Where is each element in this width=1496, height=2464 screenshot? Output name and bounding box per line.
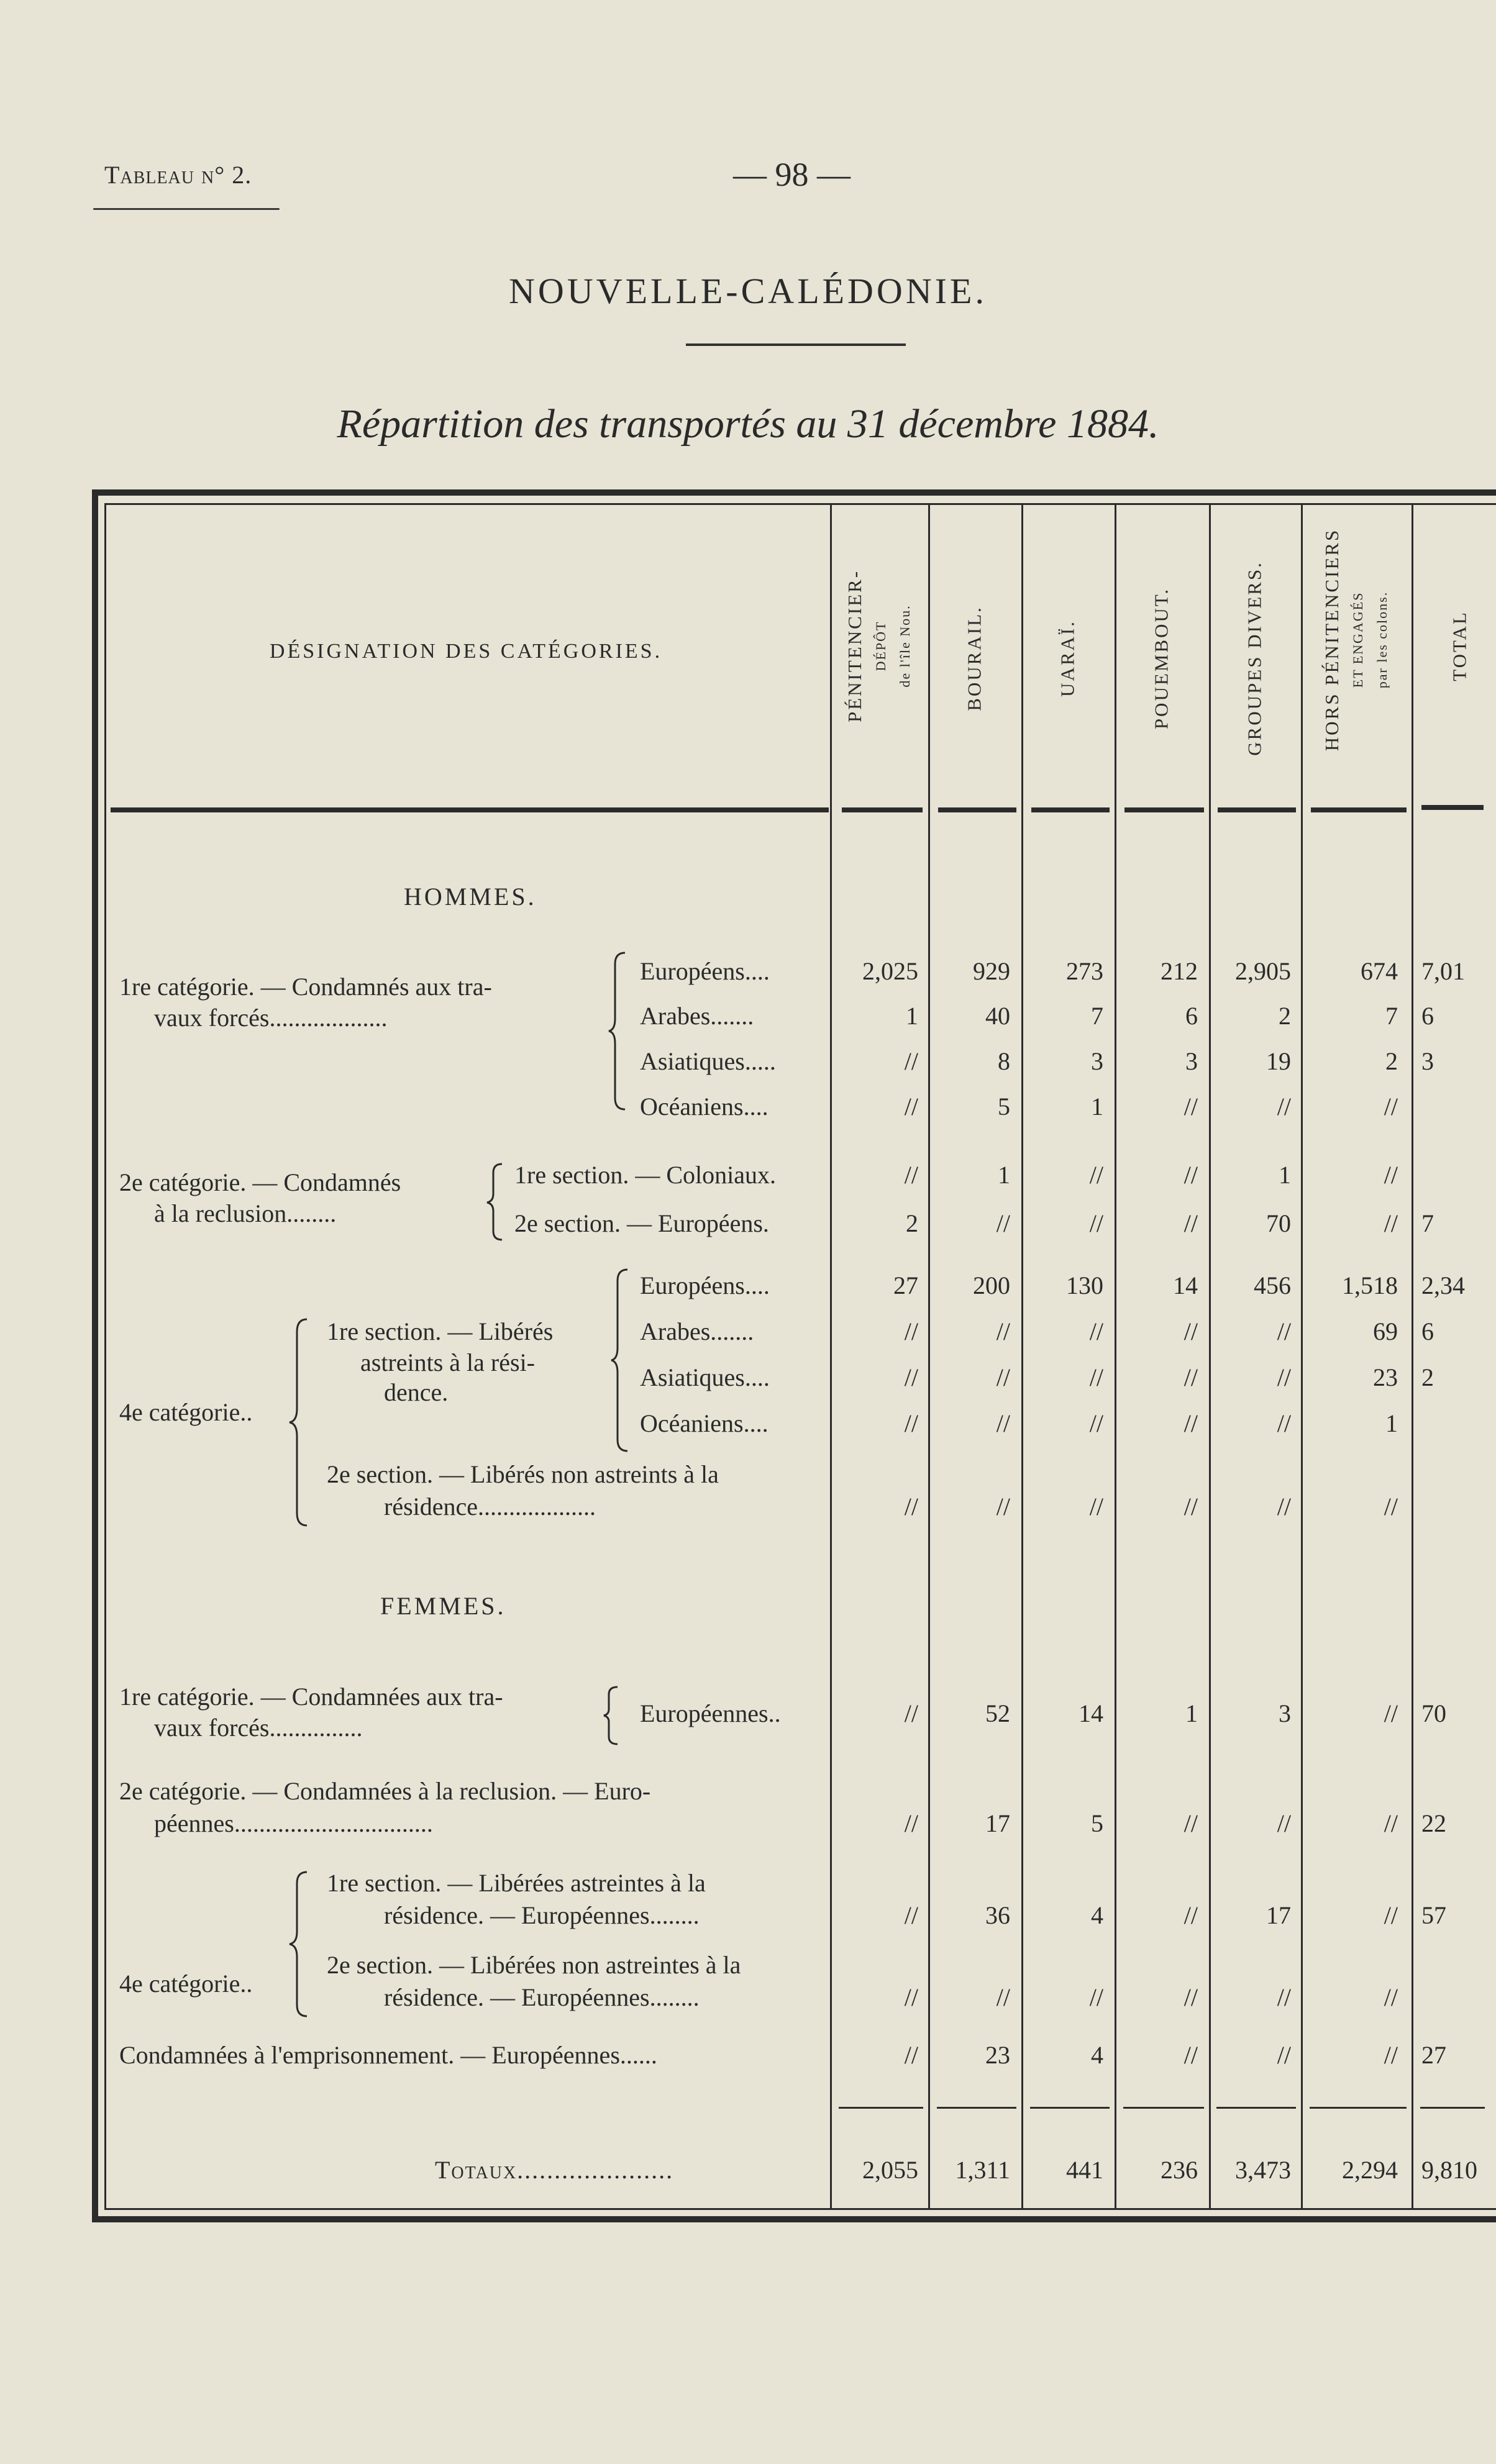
value-cell: 236 [1161,2156,1198,2184]
brace-icon [287,1317,312,1528]
value-cell: 2,294 [1342,2156,1398,2184]
header-hors-line1: HORS PÉNITENCIERS [1320,528,1343,752]
hommes-cat4-sec2-line1: 2e section. — Libérés non astreints à la [327,1460,719,1488]
header-rule [1218,807,1296,812]
value-cell: // [1277,1983,1291,2011]
femmes-cat4-sec1-line2: résidence. — Européennes........ [384,1901,700,1929]
header-rule [1311,807,1407,812]
femmes-cat4-sec2-line1: 2e section. — Libérées non astreintes à la [327,1951,741,1979]
value-cell: 5 [1091,1809,1103,1837]
total-cell: 70 [1421,1699,1446,1727]
value-cell: // [1089,1493,1103,1521]
value-cell: // [996,1317,1010,1345]
total-cell: 22 [1421,1809,1446,1837]
brace-icon [609,1267,634,1453]
value-cell: 456 [1254,1271,1291,1299]
hommes-cat2-label-line1: 2e catégorie. — Condamnés [119,1168,401,1196]
row-label-europeens-reclusion: 2e section. — Européens. [514,1209,769,1237]
value-cell: // [904,1317,918,1345]
value-cell: 40 [985,1002,1010,1030]
value-cell: // [1184,2041,1198,2069]
hommes-cat4-sec1-line3: dence. [384,1378,449,1406]
value-cell: 23 [1373,1363,1398,1391]
value-cell: // [1089,1363,1103,1391]
total-cell: 3 [1421,1047,1434,1075]
femmes-cat4-label: 4e catégorie.. [119,1970,253,1998]
value-cell: 1 [1185,1699,1198,1727]
header-penitencier-line3: de l'île Nou. [896,604,913,688]
totals-rule [839,2107,923,2109]
title-divider [686,343,906,346]
header-hors-line2: ET ENGAGÉS [1349,591,1366,688]
total-cell: 7,01 [1421,957,1465,985]
column-divider [928,503,930,2210]
femmes-cat2-label-line1: 2e catégorie. — Condamnées à la reclusion. — Euro- [119,1777,651,1805]
value-cell: 6 [1185,1002,1198,1030]
page-title: NOUVELLE-CALÉDONIE. [509,271,987,311]
table-frame-inner [104,503,1496,2210]
femmes-cat2-label-line2: péennes................................ [154,1809,433,1837]
total-cell: 2 [1421,1363,1434,1391]
value-cell: // [1277,1493,1291,1521]
value-cell: 2 [906,1209,918,1237]
value-cell: 52 [985,1699,1010,1727]
value-cell: 27 [893,1271,918,1299]
value-cell: // [1089,1317,1103,1345]
header-penitencier-line1: PÉNITENCIER- [843,569,865,723]
row-label-europeens: Européens.... [640,1271,770,1299]
value-cell: 1 [998,1161,1010,1189]
value-cell: 674 [1361,957,1398,985]
totaux-label: Totaux..................... [435,2156,674,2184]
header-penitencier-line2: DÉPÔT [872,621,888,671]
value-cell: // [1277,2041,1291,2069]
value-cell: // [1384,1209,1398,1237]
value-cell: // [904,1161,918,1189]
value-cell: // [996,1409,1010,1437]
value-cell: 2,905 [1235,957,1291,985]
femmes-cat4-sec1-line1: 1re section. — Libérées astreintes à la [327,1869,706,1897]
page-number: — 98 — [733,156,851,193]
value-cell: // [1184,1901,1198,1929]
brace-icon [606,950,631,1112]
header-pouembout-text: POUEMBOUT. [1150,587,1172,730]
value-cell: 69 [1373,1317,1398,1345]
value-cell: 2,025 [862,957,918,985]
section-hommes: HOMMES. [404,883,537,911]
column-divider [1115,503,1116,2210]
femmes-cat4-sec2-line2: résidence. — Européennes........ [384,1983,700,2011]
brace-icon [601,1684,623,1747]
column-divider [830,503,832,2210]
row-label-oceaniens: Océaniens.... [640,1093,769,1121]
hommes-cat4-sec2-line2: résidence................... [384,1493,596,1521]
total-cell: 57 [1421,1901,1446,1929]
value-cell: // [904,1983,918,2011]
header-rule [111,807,829,812]
header-rule [842,807,923,812]
row-label-arabes: Arabes....... [640,1317,754,1345]
value-cell: // [1184,1409,1198,1437]
totals-rule [1123,2107,1204,2109]
header-uarai-text: UARAÏ. [1056,620,1079,697]
value-cell: // [1184,1161,1198,1189]
value-cell: // [904,1093,918,1121]
row-label-arabes: Arabes....... [640,1002,754,1030]
value-cell: // [1384,1809,1398,1837]
value-cell: // [996,1983,1010,2011]
hommes-cat4-label: 4e catégorie.. [119,1398,253,1426]
value-cell: // [1384,1093,1398,1121]
section-femmes: FEMMES. [380,1592,506,1620]
value-cell: 23 [985,2041,1010,2069]
femmes-cat1-label-line2: vaux forcés............... [154,1714,363,1742]
totals-rule [1420,2107,1485,2109]
row-label-europeens: Européens.... [640,957,770,985]
totals-rule [1030,2107,1110,2109]
value-cell: 1 [1279,1161,1291,1189]
value-cell: // [1184,1317,1198,1345]
value-cell: // [1277,1409,1291,1437]
value-cell: // [1184,1363,1198,1391]
hommes-cat4-sec1-line2: astreints à la rési- [360,1348,535,1376]
value-cell: 5 [998,1093,1010,1121]
value-cell: 36 [985,1901,1010,1929]
value-cell: 17 [985,1809,1010,1837]
value-cell: 130 [1066,1271,1103,1299]
hommes-cat2-label-line2: à la reclusion........ [154,1199,337,1227]
value-cell: 2,055 [862,2156,918,2184]
value-cell: // [1384,1983,1398,2011]
value-cell: 14 [1079,1699,1103,1727]
header-rule [1124,807,1204,812]
hommes-cat4-sec1-line1: 1re section. — Libérés [327,1317,554,1345]
totals-rule [1216,2107,1296,2109]
value-cell: 17 [1266,1901,1291,1929]
value-cell: // [904,1809,918,1837]
tableau-label: Tableau n° 2. [104,161,252,189]
total-cell: 9,810 [1421,2156,1477,2184]
value-cell: 4 [1091,1901,1103,1929]
value-cell: // [904,1409,918,1437]
row-label-asiatiques: Asiatiques..... [640,1047,776,1075]
total-cell: 6 [1421,1317,1434,1345]
femmes-emprisonnement-label: Condamnées à l'emprisonnement. — Européennes...... [119,2041,657,2069]
value-cell: 7 [1385,1002,1398,1030]
value-cell: // [996,1493,1010,1521]
total-cell: 6 [1421,1002,1434,1030]
value-cell: 212 [1161,957,1198,985]
header-rule [938,807,1016,812]
totals-rule [937,2107,1016,2109]
value-cell: // [1089,1409,1103,1437]
value-cell: 4 [1091,2041,1103,2069]
value-cell: // [904,1493,918,1521]
value-cell: // [996,1363,1010,1391]
value-cell: // [1089,1161,1103,1189]
page-subtitle: Répartition des transportés au 31 décembre 1884. [337,401,1159,447]
value-cell: 14 [1173,1271,1198,1299]
value-cell: // [1184,1493,1198,1521]
header-hors-line3: par les colons. [1374,591,1390,689]
value-cell: // [1184,1093,1198,1121]
value-cell: 1,311 [955,2156,1010,2184]
value-cell: 1,518 [1342,1271,1398,1299]
value-cell: // [904,2041,918,2069]
value-cell: // [904,1901,918,1929]
value-cell: 1 [1091,1093,1103,1121]
value-cell: // [1184,1983,1198,2011]
tableau-underline [93,208,280,210]
value-cell: 3 [1279,1699,1291,1727]
row-label-asiatiques: Asiatiques.... [640,1363,770,1391]
value-cell: // [1277,1809,1291,1837]
value-cell: 2 [1279,1002,1291,1030]
header-designation: DÉSIGNATION DES CATÉGORIES. [269,640,663,663]
value-cell: // [1384,1699,1398,1727]
column-divider [1209,503,1211,2210]
value-cell: 3,473 [1235,2156,1291,2184]
value-cell: 929 [973,957,1010,985]
header-groupes-text: GROUPES DIVERS. [1243,561,1266,756]
total-cell: 27 [1421,2041,1446,2069]
femmes-cat1-label-line1: 1re catégorie. — Condamnées aux tra- [119,1683,503,1711]
value-cell: 441 [1066,2156,1103,2184]
header-total-text: TOTAL [1448,611,1471,681]
totals-rule [1310,2107,1407,2109]
hommes-cat1-label-line2: vaux forcés................... [154,1004,388,1032]
total-cell: 7 [1421,1209,1434,1237]
header-rule [1031,807,1110,812]
value-cell: 2 [1385,1047,1398,1075]
value-cell: // [996,1209,1010,1237]
hommes-cat1-label-line1: 1re catégorie. — Condamnés aux tra- [119,973,492,1001]
column-divider [1021,503,1023,2210]
value-cell: // [1384,2041,1398,2069]
value-cell: // [1089,1983,1103,2011]
value-cell: 273 [1066,957,1103,985]
brace-icon [485,1162,507,1242]
column-divider [1412,503,1413,2210]
header-rule [1421,805,1484,810]
value-cell: // [1184,1809,1198,1837]
value-cell: 200 [973,1271,1010,1299]
total-cell: 2,34 [1421,1271,1465,1299]
value-cell: // [1184,1209,1198,1237]
column-divider [1301,503,1303,2210]
value-cell: 3 [1185,1047,1198,1075]
value-cell: // [1277,1317,1291,1345]
value-cell: // [1277,1363,1291,1391]
value-cell: // [1384,1493,1398,1521]
value-cell: // [1277,1093,1291,1121]
header-bourail-text: BOURAIL. [963,606,985,711]
value-cell: // [904,1363,918,1391]
row-label-coloniaux: 1re section. — Coloniaux. [514,1161,777,1189]
brace-icon [287,1870,312,2019]
row-label-europeennes: Européennes.. [640,1699,781,1727]
value-cell: 70 [1266,1209,1291,1237]
value-cell: 3 [1091,1047,1103,1075]
value-cell: 1 [906,1002,918,1030]
value-cell: 1 [1385,1409,1398,1437]
value-cell: // [904,1699,918,1727]
value-cell: // [904,1047,918,1075]
value-cell: 8 [998,1047,1010,1075]
value-cell: // [1384,1901,1398,1929]
value-cell: 19 [1266,1047,1291,1075]
value-cell: // [1384,1161,1398,1189]
value-cell: 7 [1091,1002,1103,1030]
row-label-oceaniens: Océaniens.... [640,1409,769,1437]
value-cell: // [1089,1209,1103,1237]
